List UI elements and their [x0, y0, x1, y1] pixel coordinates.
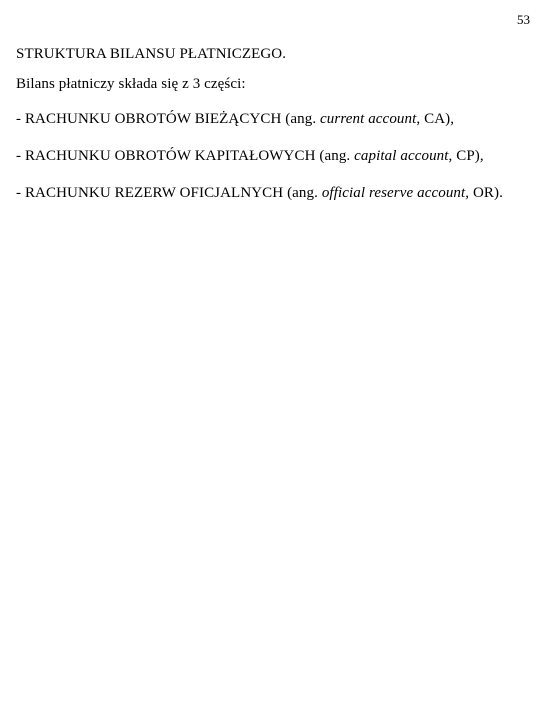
- list-item-term: current account: [320, 111, 417, 127]
- list-item-term: capital account: [354, 148, 449, 164]
- list-item-suffix: , OR).: [465, 185, 503, 201]
- list-item-current-account: [16, 109, 521, 130]
- list-item-text: - RACHUNKU REZERW OFICJALNYCH (ang.: [16, 185, 322, 201]
- document-body: [16, 44, 521, 220]
- list-item-text: - RACHUNKU OBROTÓW BIEŻĄCYCH (ang.: [16, 111, 321, 127]
- list-item-capital-account: [16, 146, 521, 167]
- list-item-term: official reserve account: [321, 185, 466, 201]
- page-number: 53: [517, 12, 530, 27]
- intro-text: Bilans płatniczy składa się z 3 części:: [16, 76, 246, 92]
- list-item-official-reserve-account: [16, 183, 521, 204]
- list-item-suffix: , CA),: [416, 111, 455, 127]
- list-item-suffix: , CP),: [448, 148, 484, 164]
- document-title: STRUKTURA BILANSU PŁATNICZEGO.: [16, 46, 287, 62]
- list-item-text: - RACHUNKU OBROTÓW KAPITAŁOWYCH (ang.: [16, 148, 355, 164]
